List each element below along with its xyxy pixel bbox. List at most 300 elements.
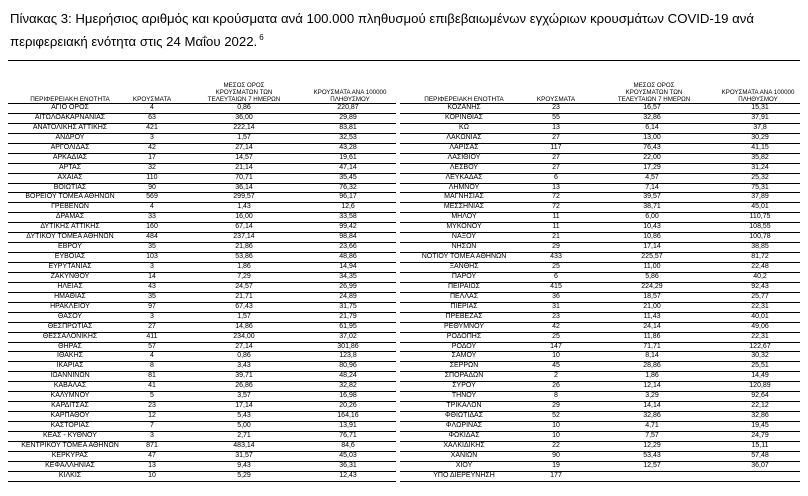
cell-avg7: 21,00 — [643, 302, 661, 310]
table-row — [8, 263, 396, 273]
cell-cases: 411 — [146, 332, 158, 340]
cell-region: ΛΑΣΙΘΙΟΥ — [447, 153, 481, 161]
table-row — [8, 154, 396, 164]
cell-per100k: 13,91 — [339, 422, 357, 429]
table-row — [8, 144, 396, 154]
cell-per100k: 75,31 — [751, 183, 769, 191]
cell-region: ΗΛΕΙΑΣ — [57, 282, 83, 290]
cell-per100k: 108,55 — [749, 223, 771, 231]
cell-avg7: 26,86 — [235, 382, 253, 390]
table-row — [8, 293, 396, 303]
cell-region: ΧΙΟΥ — [455, 461, 473, 469]
cell-per100k: 76,71 — [339, 431, 357, 439]
cell-avg7: 21,71 — [235, 292, 253, 300]
cell-per100k: 34,35 — [339, 272, 357, 280]
cell-region: ΠΕΛΛΑΣ — [449, 292, 479, 300]
cell-cases: 32 — [148, 163, 156, 171]
cell-region: ΤΗΝΟΥ — [451, 392, 477, 400]
cell-avg7: 12,29 — [643, 441, 661, 449]
cell-per100k: 25,32 — [751, 173, 769, 181]
table-row — [8, 362, 396, 372]
cell-region: ΜΑΓΝΗΣΙΑΣ — [444, 193, 484, 201]
cell-region: ΝΑΞΟΥ — [451, 233, 477, 241]
cell-region: ΛΕΣΒΟΥ — [449, 163, 479, 171]
table-row — [8, 134, 396, 144]
cell-avg7: 31,57 — [235, 451, 253, 459]
table-row — [400, 243, 800, 253]
cell-per100k: 31,24 — [751, 163, 769, 171]
cell-cases: 5 — [150, 392, 154, 400]
cell-avg7: 11,86 — [643, 332, 661, 340]
table-row — [8, 313, 396, 323]
cell-region: ΣΑΜΟΥ — [451, 352, 477, 360]
cell-region: ΠΕΙΡΑΙΩΣ — [448, 282, 480, 290]
cell-cases: 45 — [552, 362, 560, 370]
cell-avg7: 39,57 — [643, 193, 661, 201]
caption-footnote: 6 — [259, 33, 264, 42]
cell-region: ΠΑΡΟΥ — [451, 272, 477, 280]
cell-region: ΕΒΡΟΥ — [58, 243, 82, 251]
cases-table — [8, 60, 800, 493]
cell-per100k: 110,75 — [749, 213, 771, 221]
table-row — [8, 472, 396, 482]
table-row — [8, 164, 396, 174]
cell-per100k: 16,98 — [339, 392, 357, 400]
table-row — [400, 223, 800, 233]
cell-per100k: 21,79 — [339, 312, 357, 320]
cell-avg7: 24,57 — [235, 282, 253, 290]
table-row — [400, 104, 800, 114]
header-per100k: ΚΡΟΥΣΜΑΤΑ ΑΝΑ 100000 ΠΛΗΘΥΣΜΟΥ — [313, 89, 387, 103]
cell-region: ΠΙΕΡΙΑΣ — [450, 302, 478, 310]
cell-region: ΣΕΡΡΩΝ — [449, 362, 479, 370]
cell-cases: 13 — [552, 183, 560, 191]
cell-avg7: 299,57 — [233, 193, 255, 201]
cell-region: ΑΙΤΩΛΟΑΚΑΡΝΑΝΙΑΣ — [34, 113, 106, 121]
table-row — [8, 303, 396, 313]
cell-avg7: 24,14 — [643, 322, 661, 330]
cell-per100k: 35,45 — [339, 173, 357, 181]
cell-region: ΙΚΑΡΙΑΣ — [56, 362, 84, 370]
cell-per100k: 164,16 — [337, 412, 359, 420]
cell-per100k: 76,32 — [339, 183, 357, 191]
cell-avg7: 5,43 — [237, 412, 251, 420]
table-row — [400, 134, 800, 144]
cell-region: ΝΗΣΩΝ — [451, 243, 477, 251]
cell-cases: 3 — [150, 431, 154, 439]
cell-cases: 10 — [552, 431, 560, 439]
cell-cases: 103 — [146, 253, 158, 261]
cell-cases: 4 — [150, 352, 154, 360]
cell-cases: 871 — [146, 441, 158, 449]
cell-region: ΚΑΛΥΜΝΟΥ — [50, 392, 90, 400]
table-header-left — [8, 83, 396, 104]
cell-cases: 35 — [148, 243, 156, 251]
cell-per100k: 35,82 — [751, 153, 769, 161]
cell-avg7: 16,00 — [235, 213, 253, 221]
table-row — [8, 432, 396, 442]
cell-region: ΦΘΙΩΤΙΔΑΣ — [444, 412, 484, 420]
cell-avg7: 17,29 — [643, 163, 661, 171]
cell-cases: 421 — [146, 123, 158, 131]
cell-per100k: 120,89 — [749, 382, 771, 390]
cell-cases: 6 — [554, 272, 558, 280]
cell-per100k: 22,31 — [751, 332, 769, 340]
cell-per100k: 49,06 — [751, 322, 769, 330]
cell-per100k: 36,31 — [339, 461, 357, 469]
cell-per100k: 40,01 — [751, 312, 769, 320]
table-row — [400, 193, 800, 203]
cell-per100k: 37,02 — [339, 332, 357, 340]
cell-per100k: 24,89 — [339, 292, 357, 300]
header-cases: ΚΡΟΥΣΜΑΤΑ — [536, 96, 576, 103]
cell-cases: 10 — [148, 471, 156, 479]
cell-cases: 484 — [146, 233, 158, 241]
cell-avg7: 71,71 — [643, 342, 661, 350]
cell-cases: 12 — [148, 412, 156, 420]
cell-region: ΚΕΦΑΛΛΗΝΙΑΣ — [45, 461, 95, 469]
cell-cases: 22 — [552, 441, 560, 449]
cell-avg7: 1,43 — [237, 203, 251, 211]
table-row — [400, 372, 800, 382]
table-row — [400, 452, 800, 462]
cell-avg7: 17,14 — [643, 243, 661, 251]
cell-cases: 3 — [150, 263, 154, 270]
table-row — [8, 392, 396, 402]
table-body-right — [400, 104, 800, 482]
table-row — [400, 402, 800, 412]
table-header-right — [400, 83, 800, 104]
cell-cases: 3 — [150, 312, 154, 320]
cell-region: ΔΥΤΙΚΟΥ ΤΟΜΕΑ ΑΘΗΝΩΝ — [26, 233, 114, 241]
cell-avg7: 36,00 — [235, 113, 253, 121]
cell-region: ΡΟΔΟΥ — [451, 342, 477, 350]
cell-avg7: 27,14 — [235, 342, 253, 350]
cell-cases: 25 — [552, 332, 560, 340]
cell-per100k: 25,51 — [751, 362, 769, 370]
cell-cases: 90 — [148, 183, 156, 191]
cell-avg7: 21,14 — [235, 163, 253, 171]
cell-cases: 19 — [552, 461, 560, 469]
table-row — [8, 243, 396, 253]
cell-region: ΜΥΚΟΝΟΥ — [446, 223, 482, 231]
cell-cases: 27 — [552, 153, 560, 161]
cell-region: ΦΩΚΙΔΑΣ — [448, 431, 480, 439]
cell-cases: 160 — [146, 223, 158, 231]
header-avg7: ΜΕΣΟΣ ΟΡΟΣ ΚΡΟΥΣΜΑΤΩΝ ΤΩΝ ΤΕΛΕΥΤΑΙΩΝ 7 ΗΜΕΡΩΝ — [617, 82, 691, 103]
cell-avg7: 11,43 — [643, 312, 661, 320]
cell-avg7: 38,71 — [643, 203, 661, 211]
cell-avg7: 67,43 — [235, 302, 253, 310]
cell-avg7: 36,14 — [235, 183, 253, 191]
table-row — [8, 462, 396, 472]
cell-region: ΧΑΛΚΙΔΙΚΗΣ — [443, 441, 485, 449]
cell-per100k: 19,45 — [751, 422, 769, 429]
cell-avg7: 224,29 — [641, 282, 663, 290]
table-row — [400, 174, 800, 184]
cell-region: ΚΑΣΤΟΡΙΑΣ — [50, 422, 90, 429]
cell-cases: 8 — [150, 362, 154, 370]
cell-region: ΘΑΣΟΥ — [57, 312, 83, 320]
cell-cases: 35 — [148, 292, 156, 300]
cell-cases: 4 — [150, 203, 154, 211]
table-row — [400, 213, 800, 223]
cell-cases: 2 — [554, 372, 558, 380]
cell-cases: 27 — [552, 163, 560, 171]
cell-avg7: 39,71 — [235, 372, 253, 380]
cell-cases: 42 — [148, 143, 156, 151]
cell-cases: 25 — [552, 263, 560, 270]
cell-region: ΠΡΕΒΕΖΑΣ — [445, 312, 483, 320]
cell-avg7: 4,71 — [645, 422, 659, 429]
table-row — [400, 253, 800, 263]
cell-avg7: 11,00 — [643, 263, 661, 270]
cell-region: ΚΕΝΤΡΙΚΟΥ ΤΟΜΕΑ ΑΘΗΝΩΝ — [21, 441, 119, 449]
cell-region: ΚΟΖΑΝΗΣ — [447, 104, 481, 111]
cell-per100k: 24,79 — [751, 431, 769, 439]
cell-per100k: 22,48 — [751, 263, 769, 270]
cell-per100k: 83,81 — [339, 123, 357, 131]
table-row — [400, 273, 800, 283]
cell-per100k: 37,89 — [751, 193, 769, 201]
cell-region: ΘΕΣΣΑΛΟΝΙΚΗΣ — [42, 332, 98, 340]
table-caption — [10, 9, 800, 51]
cell-per100k: 15,11 — [751, 441, 769, 449]
table-row — [8, 213, 396, 223]
cell-avg7: 21,86 — [235, 243, 253, 251]
table-row — [8, 203, 396, 213]
cell-per100k: 33,58 — [339, 213, 357, 221]
cell-region: ΒΟΙΩΤΙΑΣ — [53, 183, 87, 191]
table-row — [400, 233, 800, 243]
cell-region: ΡΟΔΟΠΗΣ — [446, 332, 482, 340]
header-region: ΠΕΡΙΦΕΡΕΙΑΚΗ ΕΝΟΤΗΤΑ — [424, 96, 504, 103]
cell-cases: 72 — [552, 203, 560, 211]
cell-region: ΗΡΑΚΛΕΙΟΥ — [50, 302, 90, 310]
cell-cases: 36 — [552, 292, 560, 300]
cell-per100k: 81,72 — [751, 253, 769, 261]
cell-avg7: 1,57 — [237, 133, 251, 141]
cell-avg7: 3,57 — [237, 392, 251, 400]
table-row — [8, 402, 396, 412]
cell-cases: 23 — [148, 402, 156, 410]
cell-avg7: 10,43 — [643, 223, 661, 231]
cell-region: ΚΑΒΑΛΑΣ — [53, 382, 87, 390]
cell-per100k: 43,28 — [339, 143, 357, 151]
cell-cases: 13 — [148, 461, 156, 469]
table-row — [400, 472, 800, 482]
cell-region: ΣΥΡΟΥ — [452, 382, 476, 390]
cell-per100k: 80,96 — [339, 362, 357, 370]
cell-avg7: 10,86 — [643, 233, 661, 241]
cell-avg7: 70,71 — [235, 173, 253, 181]
cell-region: ΑΡΓΟΛΙΔΑΣ — [50, 143, 90, 151]
cell-avg7: 53,43 — [643, 451, 661, 459]
cell-cases: 117 — [550, 143, 562, 151]
table-row — [400, 323, 800, 333]
cell-per100k: 92,64 — [751, 392, 769, 400]
cell-per100k: 47,14 — [339, 163, 357, 171]
cell-cases: 147 — [550, 342, 562, 350]
cell-avg7: 9,43 — [237, 461, 251, 469]
cell-cases: 27 — [148, 322, 156, 330]
table-row — [400, 184, 800, 194]
cell-region: ΑΡΤΑΣ — [58, 163, 82, 171]
cell-avg7: 32,86 — [643, 412, 661, 420]
table-right-half — [400, 61, 800, 493]
cell-region: ΚΕΡΚΥΡΑΣ — [51, 451, 89, 459]
cell-avg7: 18,57 — [643, 292, 661, 300]
cell-cases: 97 — [148, 302, 156, 310]
cell-region: ΘΕΣΠΡΩΤΙΑΣ — [47, 322, 93, 330]
cell-avg7: 6,14 — [645, 123, 659, 131]
cell-per100k: 26,99 — [339, 282, 357, 290]
cell-per100k: 48,24 — [339, 372, 357, 380]
table-row — [400, 263, 800, 273]
cell-cases: 4 — [150, 104, 154, 111]
table-row — [8, 193, 396, 203]
cell-cases: 10 — [552, 422, 560, 429]
table-row — [400, 392, 800, 402]
cell-per100k: 99,42 — [339, 223, 357, 231]
cell-avg7: 222,14 — [233, 123, 255, 131]
cell-region: ΙΩΑΝΝΙΝΩΝ — [50, 372, 90, 380]
cell-region: ΘΗΡΑΣ — [58, 342, 82, 350]
cell-per100k: 36,07 — [751, 461, 769, 469]
cell-region: ΜΕΣΣΗΝΙΑΣ — [443, 203, 485, 211]
table-row — [400, 333, 800, 343]
cell-region: ΑΧΑΪΑΣ — [57, 173, 83, 181]
cell-per100k: 123,8 — [339, 352, 357, 360]
header-region: ΠΕΡΙΦΕΡΕΙΑΚΗ ΕΝΟΤΗΤΑ — [30, 96, 110, 103]
cell-avg7: 22,00 — [643, 153, 661, 161]
cell-per100k: 45,01 — [751, 203, 769, 211]
cell-cases: 90 — [552, 451, 560, 459]
table-left-half — [8, 61, 396, 493]
cell-per100k: 31,75 — [339, 302, 357, 310]
cell-avg7: 5,29 — [237, 471, 251, 479]
cell-avg7: 28,86 — [643, 362, 661, 370]
cell-per100k: 19,61 — [339, 153, 357, 161]
table-row — [400, 283, 800, 293]
table-row — [8, 323, 396, 333]
cell-region: ΖΑΚΥΝΘΟΥ — [50, 272, 90, 280]
cell-cases: 43 — [148, 282, 156, 290]
cell-region: ΛΗΜΝΟΥ — [448, 183, 480, 191]
cell-avg7: 53,86 — [235, 253, 253, 261]
cell-region: ΥΠΟ ΔΙΕΡΕΥΝΗΣΗ — [433, 471, 495, 479]
table-row — [8, 283, 396, 293]
cell-region: ΑΓΙΟ ΟΡΟΣ — [51, 104, 89, 111]
cell-region: ΛΕΥΚΑΔΑΣ — [445, 173, 483, 181]
cell-cases: 6 — [554, 173, 558, 181]
cell-region: ΛΑΚΩΝΙΑΣ — [446, 133, 482, 141]
cell-per100k: 57,48 — [751, 451, 769, 459]
header-avg7: ΜΕΣΟΣ ΟΡΟΣ ΚΡΟΥΣΜΑΤΩΝ ΤΩΝ ΤΕΛΕΥΤΑΙΩΝ 7 ΗΜΕΡΩΝ — [207, 82, 281, 103]
cell-region: ΚΟΡΙΝΘΙΑΣ — [445, 113, 483, 121]
table-row — [400, 422, 800, 432]
table-row — [8, 233, 396, 243]
table-row — [8, 104, 396, 114]
cell-region: ΒΟΡΕΙΟΥ ΤΟΜΕΑ ΑΘΗΝΩΝ — [25, 193, 115, 201]
cell-region: ΑΝΔΡΟΥ — [55, 133, 85, 141]
cell-avg7: 1,86 — [237, 263, 251, 270]
cell-region: ΣΠΟΡΑΔΩΝ — [444, 372, 484, 380]
cell-avg7: 76,43 — [643, 143, 661, 151]
cell-per100k: 96,17 — [339, 193, 357, 201]
table-row — [8, 442, 396, 452]
cell-cases: 177 — [550, 471, 562, 479]
cell-cases: 52 — [552, 412, 560, 420]
table-row — [8, 114, 396, 124]
cell-cases: 11 — [552, 213, 560, 221]
table-row — [400, 303, 800, 313]
cell-cases: 8 — [554, 392, 558, 400]
cell-region: ΕΥΒΟΙΑΣ — [54, 253, 86, 261]
cell-avg7: 2,71 — [237, 431, 251, 439]
cell-per100k: 22,12 — [751, 402, 769, 410]
cell-cases: 41 — [148, 382, 156, 390]
cell-cases: 72 — [552, 193, 560, 201]
cell-per100k: 220,87 — [337, 104, 359, 111]
cell-region: ΞΑΝΘΗΣ — [449, 263, 479, 270]
table-row — [8, 372, 396, 382]
cell-cases: 110 — [146, 173, 158, 181]
cell-per100k: 15,31 — [751, 104, 769, 111]
table-row — [400, 432, 800, 442]
cell-cases: 569 — [146, 193, 158, 201]
table-row — [400, 362, 800, 372]
cell-cases: 29 — [552, 243, 560, 251]
table-row — [8, 382, 396, 392]
table-row — [8, 352, 396, 362]
cell-per100k: 98,84 — [339, 233, 357, 241]
cell-region: ΚΕΑΣ - ΚΥΘΝΟΥ — [43, 431, 97, 439]
cell-avg7: 14,86 — [235, 322, 253, 330]
cell-region: ΤΡΙΚΑΛΩΝ — [446, 402, 482, 410]
cell-avg7: 6,00 — [645, 213, 659, 221]
cell-per100k: 48,86 — [339, 253, 357, 261]
cell-per100k: 12,6 — [341, 203, 355, 211]
table-row — [8, 223, 396, 233]
table-row — [400, 114, 800, 124]
table-row — [400, 412, 800, 422]
cell-per100k: 25,77 — [751, 292, 769, 300]
cell-avg7: 32,86 — [643, 113, 661, 121]
cell-region: ΔΥΤΙΚΗΣ ΑΤΤΙΚΗΣ — [40, 223, 100, 231]
cell-avg7: 7,14 — [645, 183, 659, 191]
cell-per100k: 32,53 — [339, 133, 357, 141]
cell-cases: 81 — [148, 372, 156, 380]
cell-cases: 31 — [552, 302, 560, 310]
cell-cases: 42 — [552, 322, 560, 330]
cell-avg7: 14,57 — [235, 153, 253, 161]
table-row — [400, 462, 800, 472]
cell-avg7: 12,14 — [643, 382, 661, 390]
cell-avg7: 483,14 — [233, 441, 255, 449]
cell-avg7: 16,57 — [643, 104, 661, 111]
table-row — [400, 203, 800, 213]
cell-region: ΜΗΛΟΥ — [451, 213, 477, 221]
cell-region: ΗΜΑΘΙΑΣ — [54, 292, 86, 300]
cell-region: ΑΝΑΤΟΛΙΚΗΣ ΑΤΤΙΚΗΣ — [32, 123, 108, 131]
cell-per100k: 37,91 — [751, 113, 769, 121]
cell-per100k: 84,6 — [341, 441, 355, 449]
table-row — [400, 343, 800, 353]
cell-cases: 23 — [552, 312, 560, 320]
cell-cases: 47 — [148, 451, 156, 459]
cell-per100k: 61,95 — [339, 322, 357, 330]
